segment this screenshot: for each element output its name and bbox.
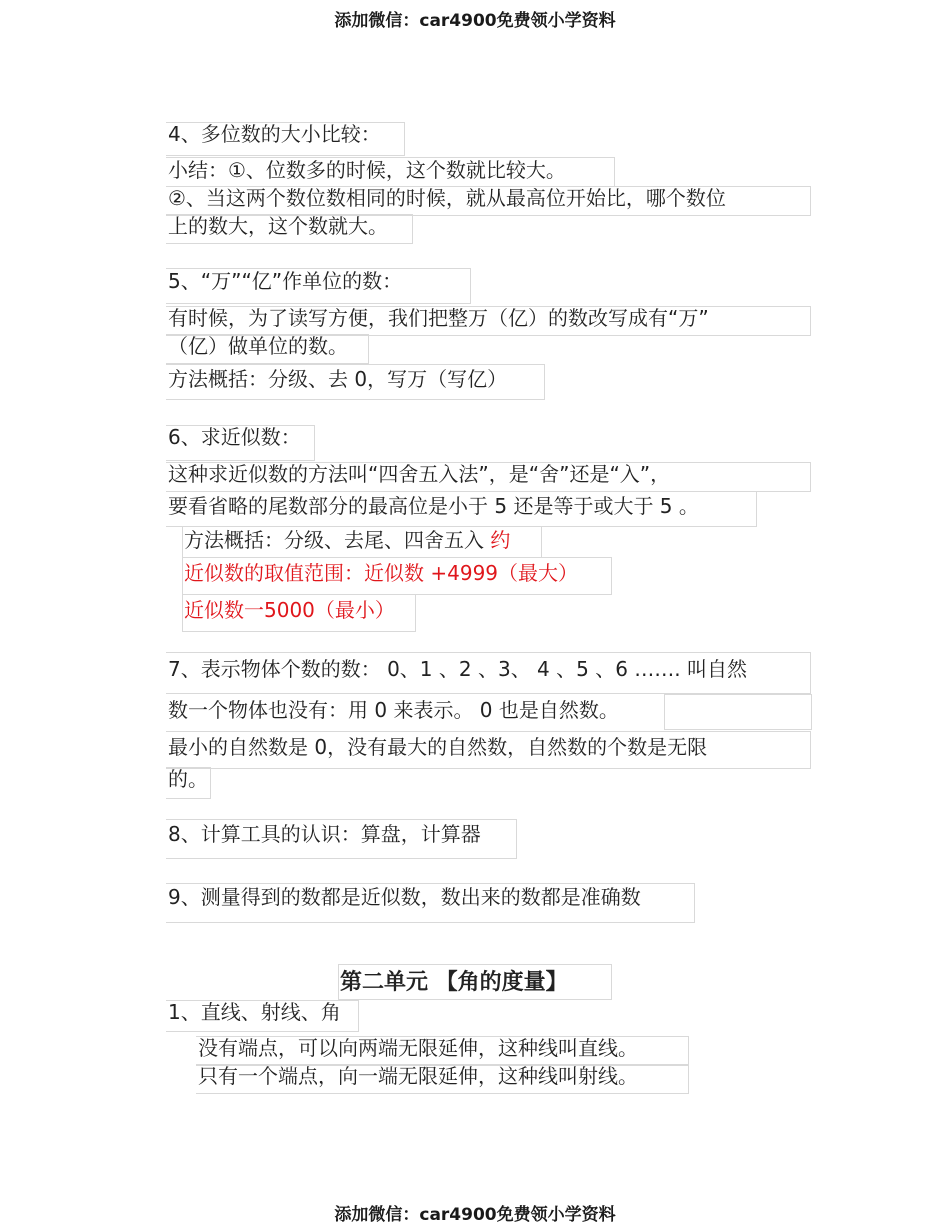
section-5-line-2: （亿）做单位的数。 (168, 334, 348, 358)
section-8-line-1: 8、计算工具的认识：算盘，计算器 (168, 822, 481, 846)
watermark-top: 添加微信：car4900免费领小学资料 (334, 11, 616, 31)
section-7-line-4: 的。 (168, 767, 208, 791)
section-6-range-min: 近似数一5000（最小） (184, 598, 395, 622)
section-6-line-2: 要看省略的尾数部分的最高位是小于 5 还是等于或大于 5 。 (168, 494, 699, 518)
text-frame (664, 694, 812, 730)
section-5-heading: 5、“万”“亿”作单位的数： (168, 269, 403, 293)
section-7-line-1: 7、表示物体个数的数： 0、1 、2 、3、 4 、5 、6 ……. 叫自然 (168, 657, 748, 681)
section-6-heading: 6、求近似数： (168, 425, 301, 449)
unit-2-line-1: 没有端点，可以向两端无限延伸，这种线叫直线。 (198, 1036, 638, 1060)
section-5-line-1: 有时候，为了读写方便，我们把整万（亿）的数改写成有“万” (168, 306, 709, 330)
section-4-heading: 4、多位数的大小比较： (168, 122, 381, 146)
section-7-line-3: 最小的自然数是 0，没有最大的自然数，自然数的个数是无限 (168, 735, 708, 759)
section-4-line-3: 上的数大，这个数就大。 (168, 214, 388, 238)
watermark-bottom: 添加微信：car4900免费领小学资料 (334, 1205, 616, 1225)
section-6-range-max: 近似数的取值范围：近似数 +4999（最大） (184, 561, 579, 585)
section-4-line-1: 小结：①、位数多的时候，这个数就比较大。 (168, 158, 566, 182)
section-9-line-1: 9、测量得到的数都是近似数，数出来的数都是准确数 (168, 885, 641, 909)
section-5-line-3: 方法概括：分级、去 0，写万（写亿） (168, 367, 508, 391)
method-summary-text: 方法概括：分级、去尾、四舍五入 (184, 528, 491, 552)
approx-mark-text: 约 (490, 528, 511, 552)
section-6-line-1: 这种求近似数的方法叫“四舍五入法”，是“舍”还是“入”， (168, 462, 671, 486)
section-4-line-2: ②、当这两个数位数相同的时候，就从最高位开始比，哪个数位 (168, 186, 726, 210)
unit-2-title: 第二单元 【角的度量】 (340, 970, 568, 995)
unit-2-heading: 1、直线、射线、角 (168, 1000, 341, 1024)
section-6-line-3 (184, 527, 510, 553)
section-7-line-2: 数一个物体也没有：用 0 来表示。 0 也是自然数。 (168, 698, 619, 722)
unit-2-line-2: 只有一个端点，向一端无限延伸，这种线叫射线。 (198, 1064, 638, 1088)
